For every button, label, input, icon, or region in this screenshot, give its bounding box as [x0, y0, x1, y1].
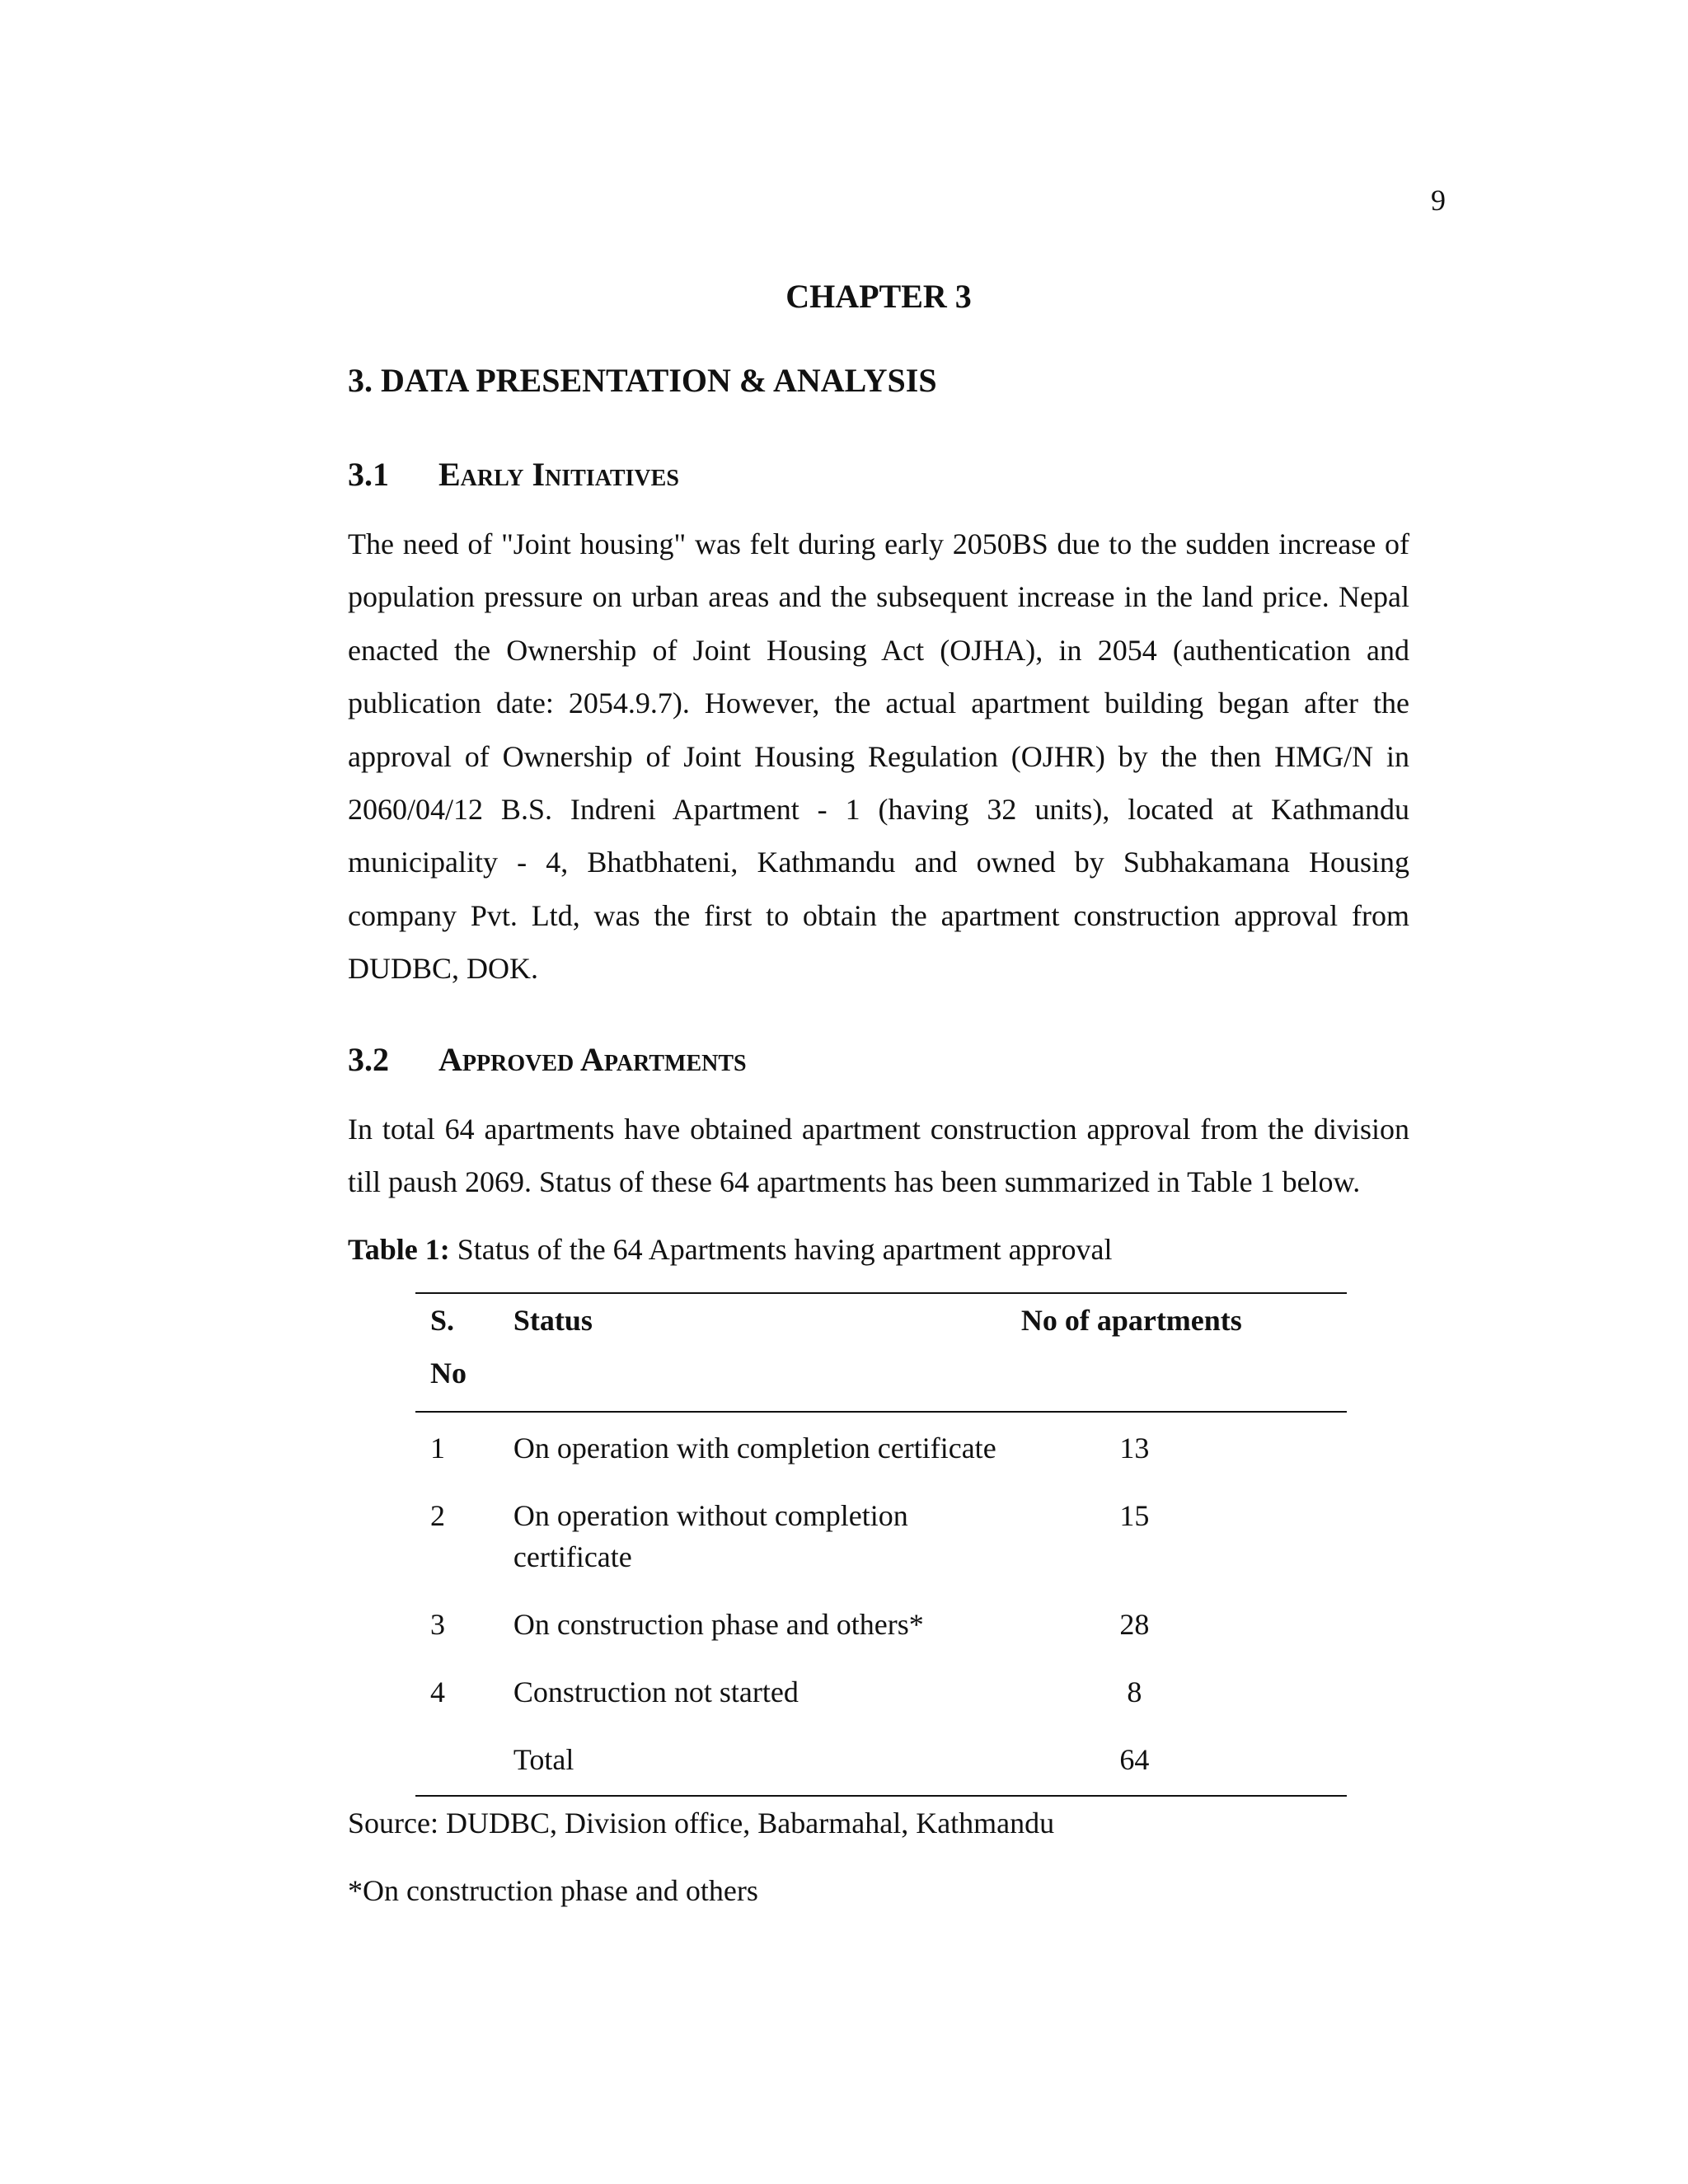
table-source: Source: DUDBC, Division office, Babarmahal, Kathmandu: [348, 1807, 1055, 1840]
cell-count: 8: [1127, 1675, 1142, 1709]
subsection-heading-early-initiatives: [348, 450, 1409, 499]
subsection-title: Approved Apartments: [438, 1040, 747, 1078]
cell-status: On operation without completion certificate: [513, 1499, 908, 1574]
subsection-number: 3.2: [348, 1040, 389, 1078]
table-caption: [348, 1225, 1409, 1274]
table-caption-label: Table 1:: [348, 1233, 450, 1267]
table-total-row: [415, 1727, 1347, 1796]
paragraph-approved-apartments: In total 64 apartments have obtained apartment construction approval from the division till paush 2069. Status of these 64 apartments has been summarized in Table 1 below.: [348, 1112, 1409, 1199]
cell-sno: 3: [430, 1608, 445, 1642]
cell-sno: 2: [430, 1499, 445, 1533]
cell-status: Construction not started: [513, 1675, 799, 1709]
table-header-row: [415, 1293, 1347, 1412]
cell-status: On construction phase and others*: [513, 1608, 924, 1642]
table-row: [415, 1592, 1347, 1660]
page-content: [348, 272, 1409, 1915]
cell-status: Total: [513, 1743, 574, 1777]
table-row: [415, 1412, 1347, 1483]
cell-sno: 1: [430, 1432, 445, 1465]
cell-count: 28: [1119, 1608, 1150, 1642]
header-sno-line1: S.: [430, 1304, 455, 1338]
section-title: 3. DATA PRESENTATION & ANALYSIS: [348, 362, 937, 399]
cell-status: On operation with completion certificate: [513, 1432, 996, 1465]
cell-sno: 4: [430, 1675, 445, 1709]
header-status: Status: [513, 1304, 593, 1338]
chapter-heading: CHAPTER 3: [785, 278, 972, 315]
subsection-number: 3.1: [348, 456, 389, 493]
table-row: [415, 1660, 1347, 1727]
table-caption-text: Status of the 64 Apartments having apartment approval: [449, 1233, 1113, 1267]
subsection-title: Early Initiatives: [438, 456, 679, 493]
cell-count: 64: [1119, 1743, 1150, 1777]
paragraph-early-initiatives: The need of "Joint housing" was felt during early 2050BS due to the sudden increase of population pressure on urban areas and the subsequent increase in the land price. Nepal enacted the Ownership of Joint Housing Act (OJHA), in 2054 (authentication and publication date: 2054.9.7). However, the actual apartment building began after the approval of Ownership of Joint Housing Regulation (OJHR) by the then HMG/N in 2060/04/12 B.S. Indreni Apartment - 1 (having 32 units), located at Kathmandu municipality - 4, Bhatbhateni, Kathmandu and owned by Subhakamana Housing company Pvt. Ltd, was the first to obtain the apartment construction approval from DUDBC, DOK.: [348, 527, 1409, 986]
page-number: 9: [1431, 184, 1446, 217]
header-count: No of apartments: [1020, 1304, 1242, 1338]
table-footnote: *On construction phase and others: [348, 1874, 758, 1908]
header-sno-line2: No: [430, 1357, 467, 1390]
header-sno: [415, 1293, 513, 1412]
cell-count: 13: [1119, 1432, 1150, 1465]
subsection-heading-approved-apartments: [348, 1035, 1409, 1085]
cell-count: 15: [1119, 1499, 1150, 1533]
status-table: [415, 1292, 1347, 1797]
cell-sno: [415, 1727, 513, 1796]
table-row: [415, 1483, 1347, 1592]
